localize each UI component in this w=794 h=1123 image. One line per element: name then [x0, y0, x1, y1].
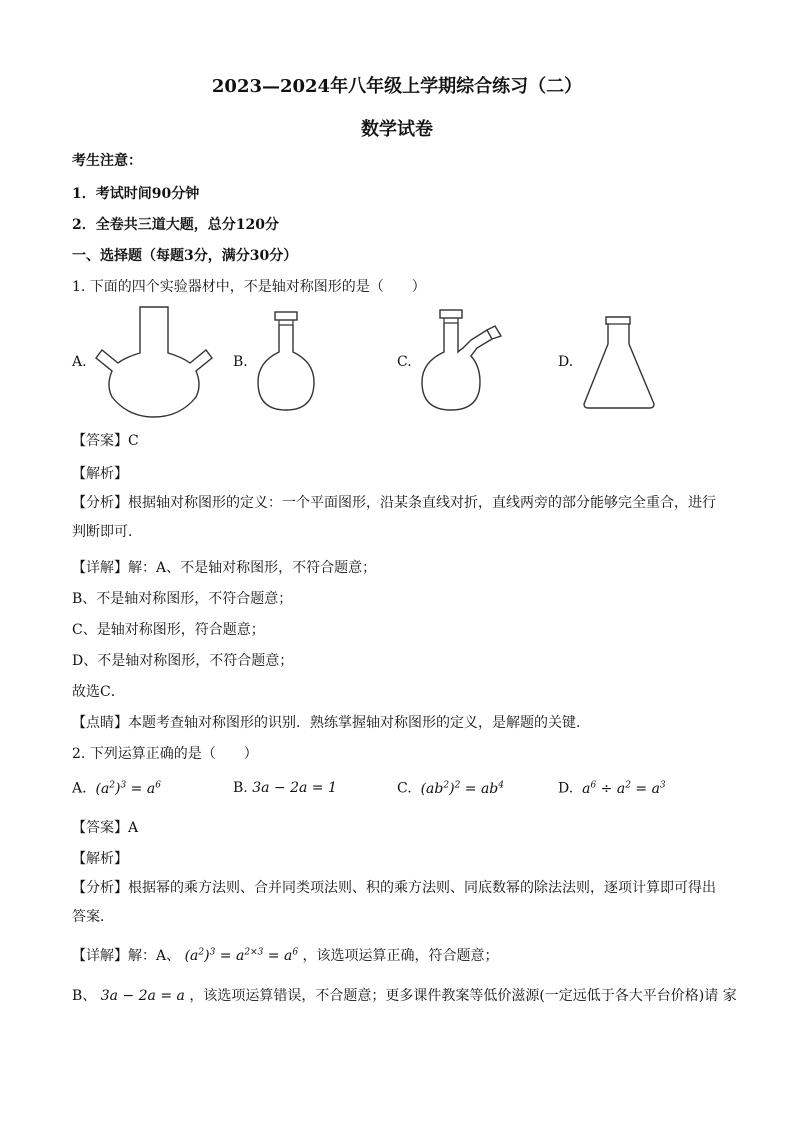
q2-stem: 2. 下列运算正确的是（ ） [72, 746, 258, 762]
side-arm-flask-figure [415, 308, 510, 416]
q2-detail-2-expr: 3a − 2a = a [100, 988, 185, 1004]
q2-option-c-label: C. [397, 780, 412, 797]
q2-detail-2-prefix: B、 [72, 988, 97, 1004]
exam-subtitle: 数学试卷 [361, 119, 433, 140]
q1-option-c-label: C. [397, 354, 412, 370]
q2-fenxi: 【分析】根据幂的乘方法则、合并同类项法则、积的乘方法则、同底数幂的除法法则，逐项计算即可得出答案． [72, 880, 716, 925]
three-neck-flask-figure [92, 305, 217, 420]
q2-option-a [72, 780, 161, 797]
q1-fenxi: 【分析】根据轴对称图形的定义：一个平面图形，沿某条直线对折，直线两旁的部分能够完全重合，进行判断即可． [72, 495, 716, 540]
q2-detail-2-suffix: ，该选项运算错误，不合题意；更多课件教案等低价滋源(一定远低于各大平台价格)请 家 [189, 988, 737, 1004]
notice-item-1: 1．考试时间90分钟 [72, 186, 200, 202]
q1-dianjing: 【点睛】本题考查轴对称图形的识别．熟练掌握轴对称图形的定义，是解题的关键． [72, 715, 590, 731]
exam-title: 2023—2024年八年级上学期综合练习（二） [211, 76, 583, 97]
q2-detail-1-prefix: 【详解】解：A、 [72, 948, 181, 964]
q2-option-d [558, 780, 666, 797]
q1-stem: 1. 下面的四个实验器材中，不是轴对称图形的是（ ） [72, 279, 426, 295]
round-flask-figure [252, 310, 332, 415]
q1-answer: 【答案】C [72, 433, 139, 449]
q2-option-d-label: D. [558, 780, 574, 797]
q1-detail-2: B、不是轴对称图形，不符合题意； [72, 591, 293, 607]
section-1-title: 一、选择题（每题3分，满分30分） [72, 248, 298, 264]
notice-heading: 考生注意： [72, 153, 142, 169]
q2-option-d-expr: $a^6 \div a^2 = a^3$ [582, 780, 666, 797]
notice-item-2: 2．全卷共三道大题，总分120分 [72, 217, 279, 233]
q1-option-a-label: A. [72, 354, 87, 370]
q2-option-b [233, 780, 337, 796]
q2-option-c [397, 780, 504, 797]
q1-analysis: 【解析】 [72, 466, 128, 482]
q2-option-a-label: A. [72, 780, 87, 797]
q1-detail-4: D、不是轴对称图形，不符合题意； [72, 653, 294, 669]
q2-analysis: 【解析】 [72, 851, 128, 867]
q1-option-b-label: B. [233, 354, 248, 370]
q2-option-a-expr: $(a^2)^3 = a^6$ [91, 780, 161, 797]
q1-detail-5: 故选C． [72, 684, 125, 700]
q2-detail-1 [72, 945, 499, 965]
q1-option-d-label: D. [558, 354, 574, 370]
q2-detail-2 [72, 985, 737, 1005]
q2-detail-1-expr: $(a^2)^3 = a^{2\times 3} = a^6$ [184, 947, 299, 964]
q2-answer: 【答案】A [72, 820, 139, 836]
q2-detail-1-suffix: ，该选项运算正确，符合题意； [302, 948, 499, 964]
erlenmeyer-flask-figure [580, 314, 660, 412]
q1-detail-1: 【详解】解：A、不是轴对称图形，不符合题意； [72, 560, 377, 576]
q1-detail-3: C、是轴对称图形，符合题意； [72, 622, 265, 638]
q2-option-c-expr: $(ab^2)^2 = ab^4$ [416, 780, 504, 797]
q2-option-b-label: B. [233, 780, 248, 796]
q2-option-b-expr: 3a − 2a = 1 [252, 780, 337, 796]
